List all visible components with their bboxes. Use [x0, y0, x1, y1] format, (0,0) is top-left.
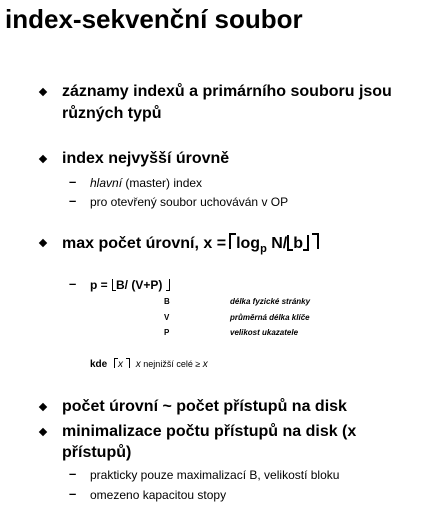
formula-log-sub: p [260, 243, 267, 256]
ceil-left-icon [229, 233, 236, 249]
legend-description: délka fyzické stránky [230, 297, 311, 306]
kde-line [90, 358, 208, 370]
formula-b: b [293, 235, 304, 252]
slide-title: index-sekvenční soubor [5, 4, 303, 34]
bullet-4-text: počet úrovní ~ počet přístupů na disk [62, 398, 347, 415]
kde-x: x [118, 359, 124, 370]
kde-prefix: kde [90, 359, 108, 370]
floor-right-icon [303, 235, 309, 251]
bullet-1-line-2: různých typů [62, 105, 162, 122]
p-formula-prefix: p = [90, 278, 112, 292]
ceil-right-icon [312, 233, 319, 249]
sub-bullet-op: pro otevřený soubor uchováván v OP [90, 195, 289, 209]
bullet-5-line-2: přístupů) [62, 444, 132, 461]
legend-symbol: B [164, 297, 170, 306]
p-formula-inner: B/ (V+P) [116, 278, 163, 292]
bullet-2-text: index nejvyšší úrovně [62, 150, 230, 167]
sub-bullet-rest: (master) index [122, 176, 203, 190]
sub-bullet-track-capacity: omezeno kapacitou stopy [90, 488, 227, 502]
sub-dash: – [69, 466, 77, 481]
kde-text: nejnižší celé ≥ [140, 359, 203, 369]
legend-description: průměrná délka klíče [230, 313, 310, 322]
legend-description: velikost ukazatele [230, 328, 299, 337]
ceil-right-icon [126, 358, 130, 368]
kde-end: x [202, 359, 208, 370]
formula-mid: N/ [266, 235, 288, 252]
p-formula [90, 278, 170, 292]
bullet-1-line-1: záznamy indexů a primárního souboru jsou [62, 83, 392, 100]
bullet-3-formula [62, 233, 319, 259]
bullet-diamond-icon [39, 239, 47, 247]
formula-log: log [236, 235, 261, 252]
sub-dash: – [69, 193, 77, 208]
sub-bullet-italic: hlavní [90, 176, 123, 190]
kde-suffix-x: x [135, 359, 141, 370]
legend-symbol: V [164, 313, 170, 322]
formula-prefix: max počet úrovní, x = [62, 235, 227, 252]
sub-dash: – [69, 276, 77, 291]
floor-right-icon [166, 279, 170, 291]
legend-symbol: P [164, 328, 170, 337]
bullet-diamond-icon [39, 403, 47, 411]
bullet-diamond-icon [39, 428, 47, 436]
bullet-5-line-1: minimalizace počtu přístupů na disk (x [62, 423, 357, 440]
sub-dash: – [69, 486, 77, 501]
sub-bullet-master-index [90, 176, 202, 190]
sub-bullet-maximize-b: prakticky pouze maximalizací B, velikostí bloku [90, 468, 340, 482]
bullet-diamond-icon [39, 88, 47, 96]
bullet-diamond-icon [39, 155, 47, 163]
sub-dash: – [69, 174, 77, 189]
